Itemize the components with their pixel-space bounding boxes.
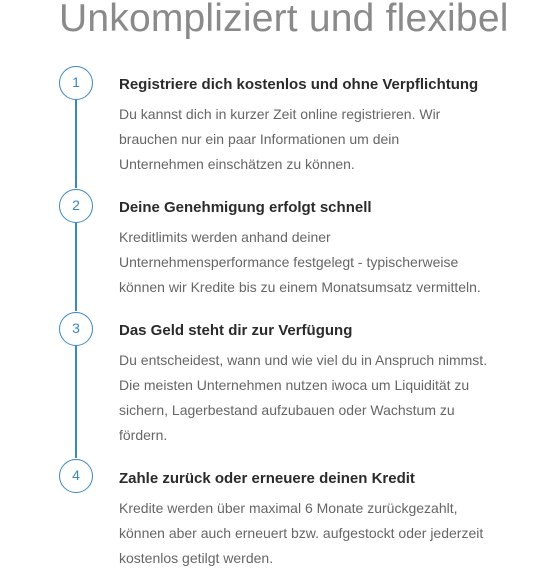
step-description-line: können aber auch erneuert bzw. aufgestockt oder jederzeit xyxy=(119,525,484,541)
step-title: Registriere dich kostenlos und ohne Verpflichtung xyxy=(119,76,479,93)
step-title: Das Geld steht dir zur Verfügung xyxy=(119,322,353,339)
step-description-line: Du kannst dich in kurzer Zeit online registrieren. Wir xyxy=(119,106,441,122)
step-description xyxy=(119,102,519,177)
step-description-line: brauchen nur ein paar Informationen um dein xyxy=(119,131,400,147)
step-number-badge: 4 xyxy=(59,459,93,493)
step-title: Zahle zurück oder erneuere deinen Kredit xyxy=(119,470,415,487)
step-description-line: Kredite werden über maximal 6 Monate zurückgezahlt, xyxy=(119,500,458,516)
step-description-line: kostenlos getilgt werden. xyxy=(119,550,274,566)
step-number-badge: 3 xyxy=(59,312,93,346)
page-title: Unkompliziert und flexibel xyxy=(59,0,509,40)
step-description-line: Unternehmen einschätzen zu können. xyxy=(119,156,355,172)
step-number-badge: 2 xyxy=(59,189,93,223)
timeline-connector xyxy=(75,223,77,311)
step-description-line: Du entscheidest, wann und wie viel du in Anspruch nimmst. xyxy=(119,352,488,368)
step-title: Deine Genehmigung erfolgt schnell xyxy=(119,199,372,216)
step-description-line: fördern. xyxy=(119,427,168,443)
step-description xyxy=(119,225,519,300)
step-description-line: Kreditlimits werden anhand deiner xyxy=(119,229,331,245)
step-description xyxy=(119,348,519,448)
step-description xyxy=(119,496,519,571)
step-description-line: Die meisten Unternehmen nutzen iwoca um Liquidität zu xyxy=(119,377,470,393)
step-description-line: Unternehmensperformance festgelegt - typischerweise xyxy=(119,254,459,270)
step-description-line: können wir Kredite bis zu einem Monatsumsatz vermitteln. xyxy=(119,279,481,295)
timeline-connector xyxy=(75,346,77,458)
step-number-badge: 1 xyxy=(59,66,93,100)
timeline-connector xyxy=(75,100,77,188)
step-description-line: sichern, Lagerbestand aufzubauen oder Wachstum zu xyxy=(119,402,455,418)
